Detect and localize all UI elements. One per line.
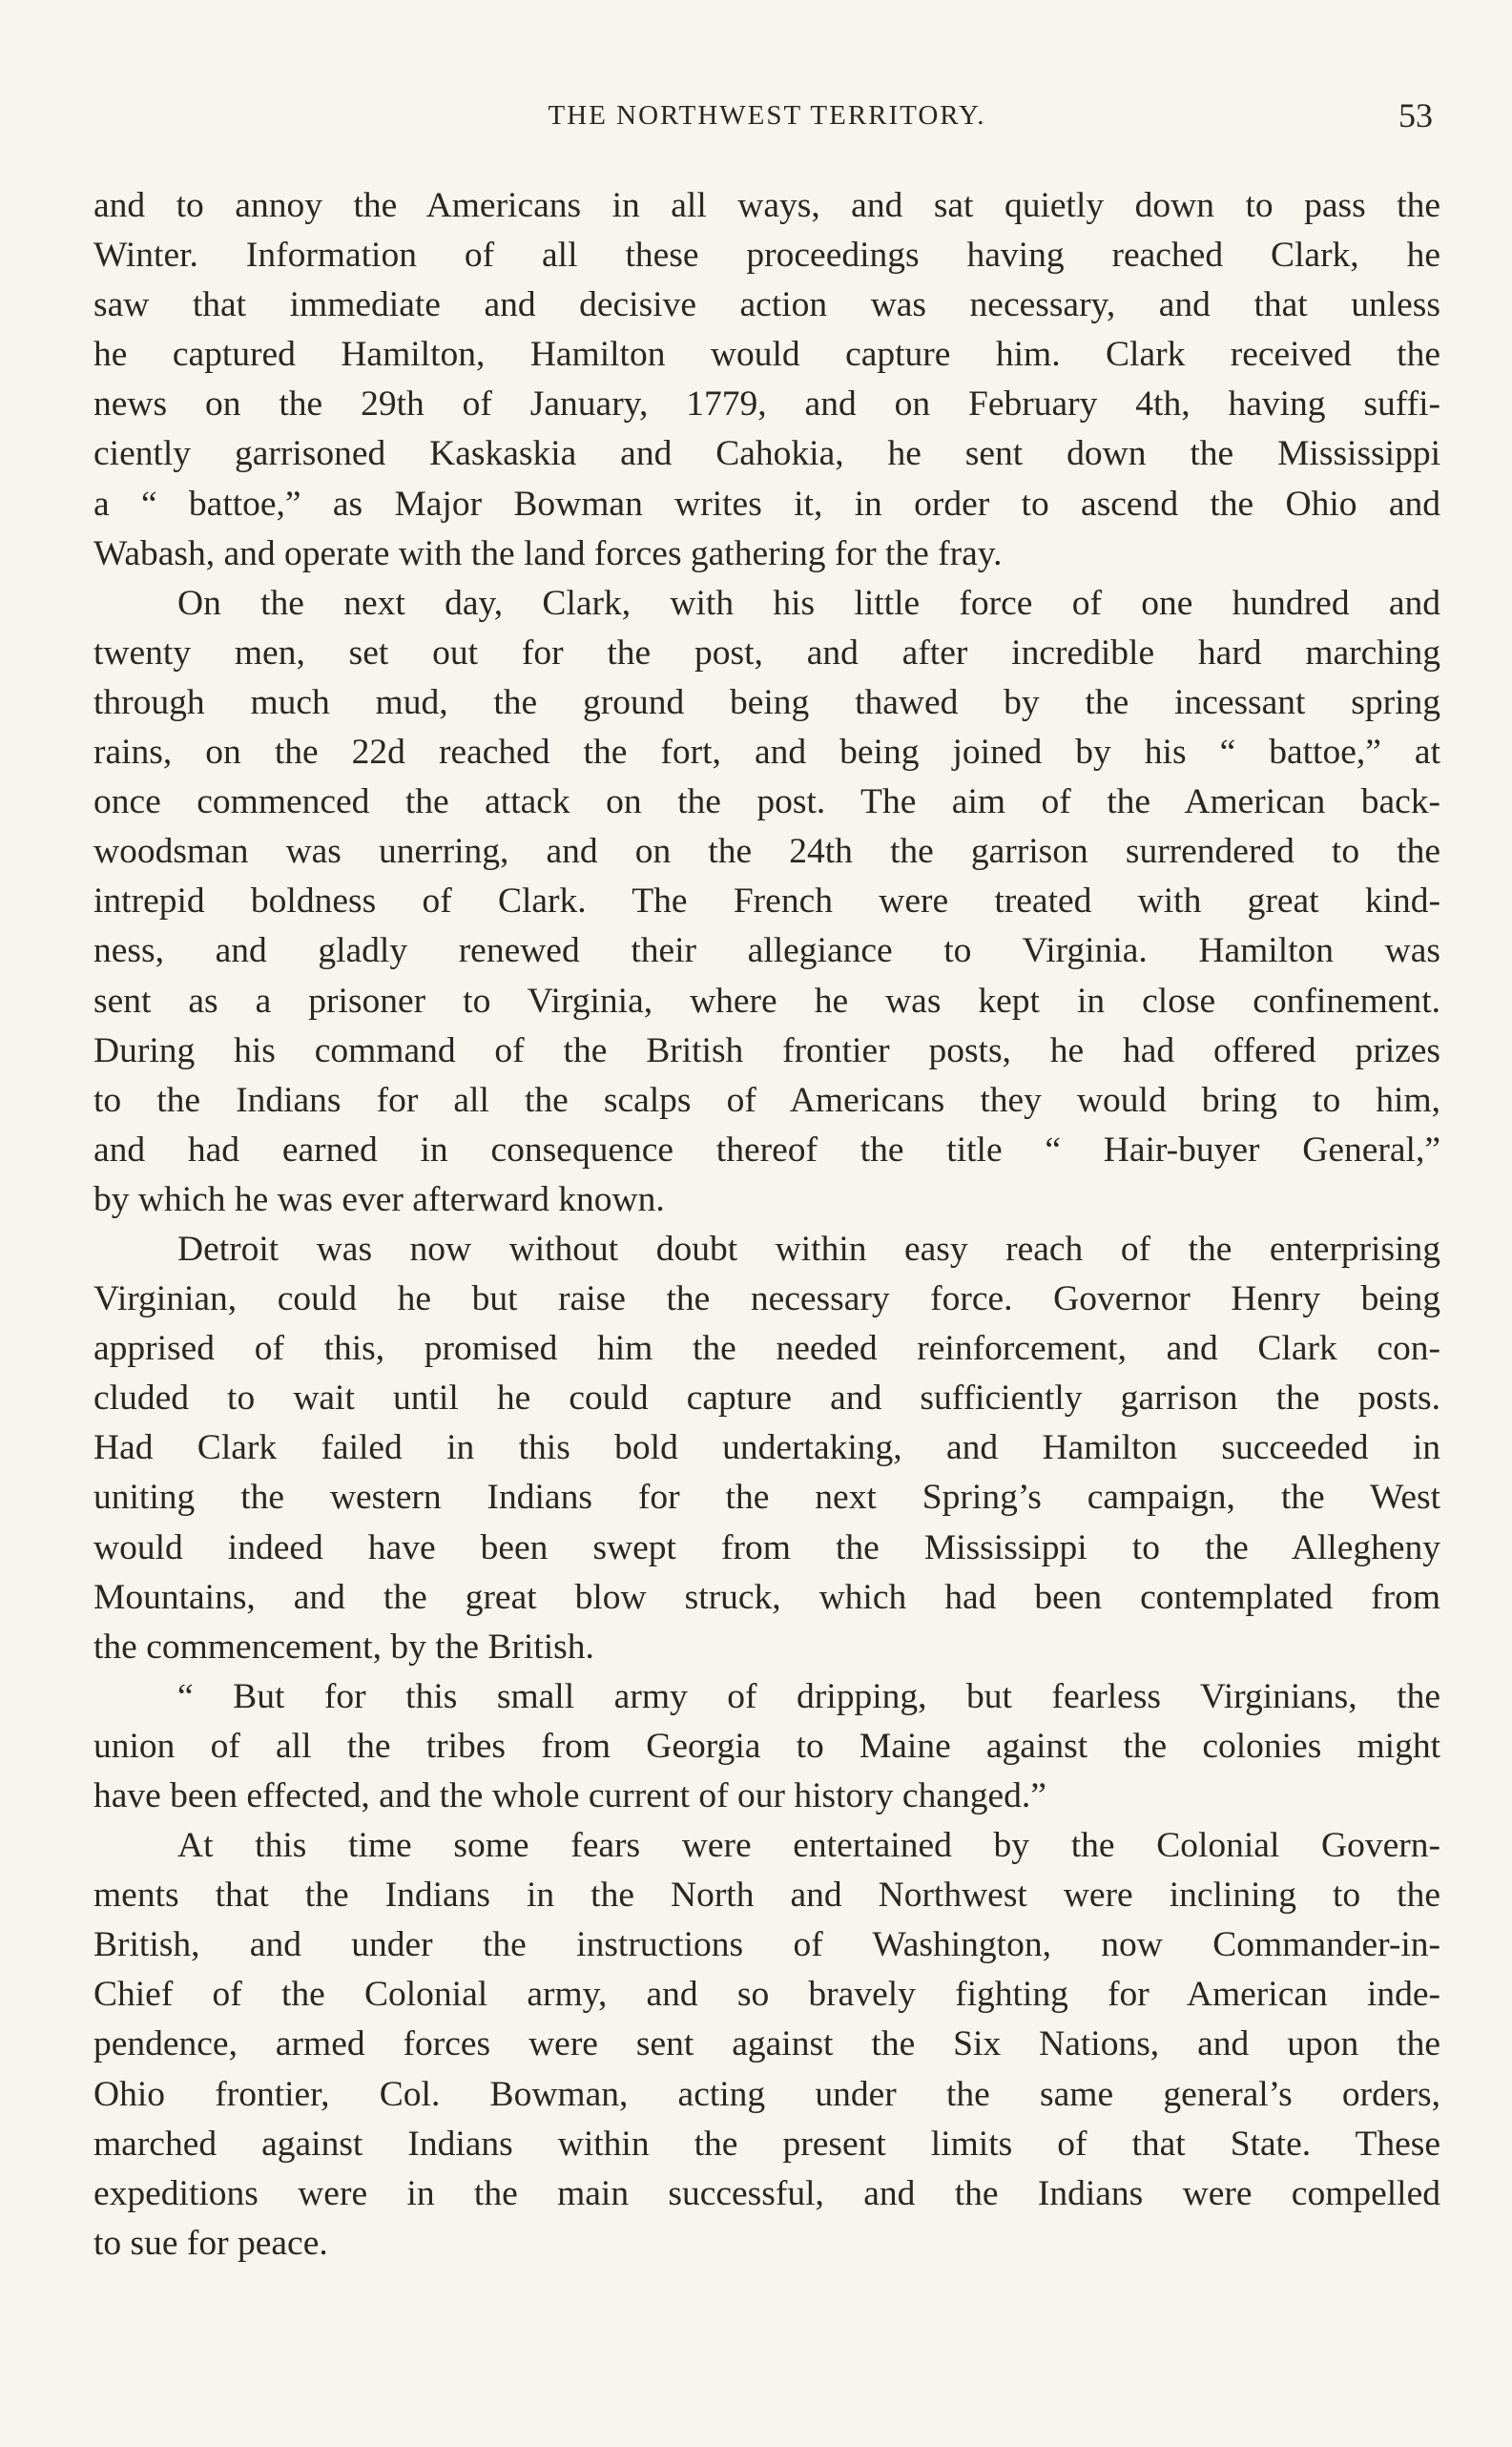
text-line: through much mud, the ground being thawed by the incessant spring: [93, 682, 1440, 722]
text-line: expeditions were in the main successful, and the Indians were compelled: [93, 2173, 1440, 2213]
text-line: have been effected, and the whole current of our history changed.”: [93, 1776, 1046, 1815]
text-line: once commenced the attack on the post. The aim of the American back-: [93, 782, 1440, 822]
body-text: [93, 181, 1440, 2269]
text-line: the commencement, by the British.: [93, 1627, 594, 1667]
text-line: “ But for this small army of dripping, but fearless Virginians, the: [177, 1676, 1440, 1716]
text-line: and had earned in consequence thereof the title “ Hair-buyer General,”: [93, 1130, 1440, 1170]
text-line: On the next day, Clark, with his little force of one hundred and: [177, 583, 1440, 623]
text-line: to the Indians for all the scalps of Americans they would bring to him,: [93, 1080, 1440, 1120]
text-line: cluded to wait until he could capture and sufficiently garrison the posts.: [93, 1379, 1440, 1419]
text-line: sent as a prisoner to Virginia, where he was kept in close confinement.: [93, 981, 1440, 1021]
text-line: union of all the tribes from Georgia to Maine against the colonies might: [93, 1726, 1440, 1766]
paragraph: [93, 1225, 1440, 1672]
text-line: During his command of the British frontier posts, he had offered prizes: [93, 1030, 1440, 1070]
text-line: intrepid boldness of Clark. The French were treated with great kind-: [93, 881, 1440, 922]
text-line: saw that immediate and decisive action was necessary, and that unless: [93, 285, 1440, 325]
text-line: Virginian, could he but raise the necessary force. Governor Henry being: [93, 1279, 1440, 1319]
text-line: would indeed have been swept from the Mississippi to the Allegheny: [93, 1527, 1440, 1567]
text-line: Wabash, and operate with the land forces gathering for the fray.: [93, 533, 1003, 573]
text-line: a “ battoe,” as Major Bowman writes it, in order to ascend the Ohio and: [93, 484, 1440, 524]
text-line: British, and under the instructions of Washington, now Commander-in-: [93, 1925, 1440, 1965]
running-title: THE NORTHWEST TERRITORY.: [548, 100, 986, 131]
text-line: to sue for peace.: [93, 2223, 328, 2263]
text-line: Ohio frontier, Col. Bowman, acting under the same general’s orders,: [93, 2074, 1440, 2114]
text-line: and to annoy the Americans in all ways, and sat quietly down to pass the: [93, 186, 1440, 225]
text-line: woodsman was unerring, and on the 24th the garrison surrendered to the: [93, 832, 1440, 872]
text-line: Detroit was now without doubt within easy reach of the enterprising: [177, 1229, 1440, 1269]
text-line: ments that the Indians in the North and Northwest were inclining to the: [93, 1876, 1440, 1916]
paragraph: [93, 1672, 1440, 1821]
text-line: pendence, armed forces were sent against the Six Nations, and upon the: [93, 2024, 1440, 2064]
text-line: he captured Hamilton, Hamilton would capture him. Clark received the: [93, 335, 1440, 375]
text-line: ciently garrisoned Kaskaskia and Cahokia, he sent down the Mississippi: [93, 434, 1440, 474]
text-line: twenty men, set out for the post, and after incredible hard marching: [93, 632, 1440, 673]
page-number: 53: [1398, 96, 1433, 135]
text-line: by which he was ever afterward known.: [93, 1179, 665, 1219]
running-head: [93, 92, 1440, 139]
text-line: Winter. Information of all these proceedings having reached Clark, he: [93, 236, 1440, 276]
text-line: ness, and gladly renewed their allegiance to Virginia. Hamilton was: [93, 931, 1440, 971]
text-line: Chief of the Colonial army, and so bravely fighting for American inde-: [93, 1975, 1440, 2015]
paragraph: [93, 181, 1440, 579]
text-line: uniting the western Indians for the next Spring’s campaign, the West: [93, 1478, 1440, 1518]
text-line: news on the 29th of January, 1779, and on February 4th, having suffi-: [93, 384, 1440, 425]
text-line: marched against Indians within the present limits of that State. These: [93, 2124, 1440, 2164]
text-line: apprised of this, promised him the needed reinforcement, and Clark con-: [93, 1329, 1440, 1369]
text-line: rains, on the 22d reached the fort, and being joined by his “ battoe,” at: [93, 733, 1440, 773]
text-line: Mountains, and the great blow struck, which had been contemplated from: [93, 1577, 1440, 1617]
paragraph: [93, 579, 1440, 1225]
text-line: Had Clark failed in this bold undertaking, and Hamilton succeeded in: [93, 1428, 1440, 1468]
text-line: At this time some fears were entertained by the Colonial Govern-: [177, 1826, 1440, 1866]
paragraph: [93, 1821, 1440, 2269]
